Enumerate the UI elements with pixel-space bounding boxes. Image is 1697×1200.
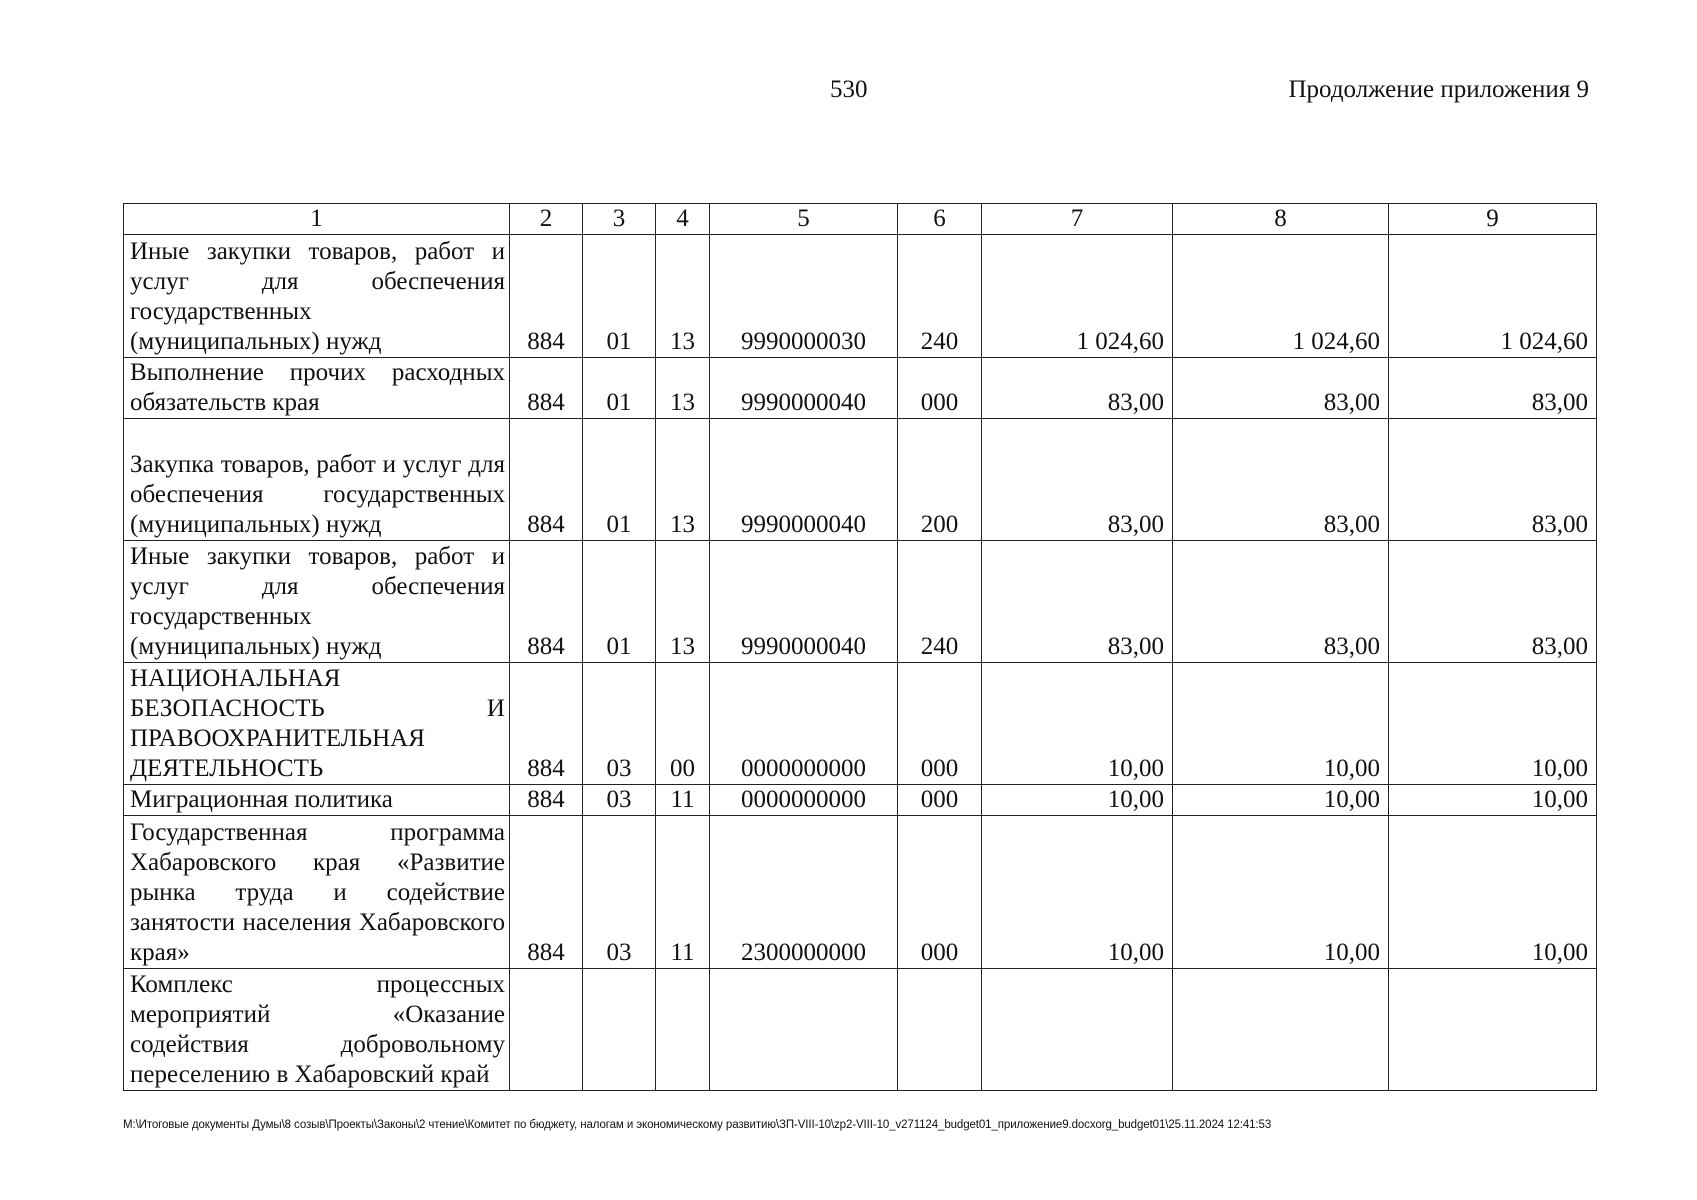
section-code: 03: [583, 663, 656, 785]
section-code: 03: [583, 785, 656, 816]
appendix-continuation-label: Продолжение приложения 9: [1288, 76, 1589, 103]
target-article-code: 0000000000: [710, 785, 898, 816]
expense-type-code: 000: [898, 358, 982, 419]
expense-type-code: 200: [898, 419, 982, 541]
column-header: 4: [656, 204, 710, 235]
column-header: 9: [1389, 204, 1597, 235]
subsection-code: 13: [656, 541, 710, 663]
expense-name: Миграционная политика: [124, 785, 510, 816]
budget-table: [123, 203, 1597, 1091]
subsection-code: 11: [656, 785, 710, 816]
expense-name: Закупка товаров, работ и услуг для обеспечения государственных (муниципальных) нужд: [124, 419, 510, 541]
column-header: 2: [510, 204, 583, 235]
footer-file-path: M:\Итоговые документы Думы\8 созыв\Проекты\Законы\2 чтение\Комитет по бюджету, налогам и экономическому развитию\ЗП-VIII-10\zp2-VIII-10_v271124_budget01_приложение9.docxorg_budget01\25.11.2024 12:41:53: [123, 1119, 1272, 1131]
subsection-code: 11: [656, 816, 710, 969]
column-header: 6: [898, 204, 982, 235]
target-article-code: 9990000030: [710, 235, 898, 358]
expense-name: Государственная программа Хабаровского края «Развитие рынка труда и содействие занятости населения Хабаровского края»: [124, 816, 510, 969]
amount-col9: 10,00: [1389, 663, 1597, 785]
amount-col7: 1 024,60: [982, 235, 1173, 358]
amount-col8: [1173, 969, 1389, 1091]
amount-col7: 83,00: [982, 419, 1173, 541]
expense-name: НАЦИОНАЛЬНАЯ БЕЗОПАСНОСТЬ И ПРАВООХРАНИТЕЛЬНАЯ ДЕЯТЕЛЬНОСТЬ: [124, 663, 510, 785]
amount-col8: 10,00: [1173, 816, 1389, 969]
table-row: [124, 663, 1597, 785]
target-article-code: 9990000040: [710, 541, 898, 663]
table-row: [124, 969, 1597, 1091]
expense-type-code: 000: [898, 663, 982, 785]
amount-col7: 10,00: [982, 785, 1173, 816]
section-code: 03: [583, 816, 656, 969]
amount-col7: 83,00: [982, 541, 1173, 663]
expense-type-code: 000: [898, 816, 982, 969]
expense-type-code: 000: [898, 785, 982, 816]
table-row: [124, 358, 1597, 419]
amount-col8: 83,00: [1173, 358, 1389, 419]
page-number: 530: [830, 76, 868, 103]
amount-col7: [982, 969, 1173, 1091]
amount-col7: 10,00: [982, 663, 1173, 785]
ministry-code: 884: [510, 235, 583, 358]
ministry-code: 884: [510, 785, 583, 816]
subsection-code: 13: [656, 419, 710, 541]
subsection-code: 13: [656, 358, 710, 419]
expense-name: Выполнение прочих расходных обязательств края: [124, 358, 510, 419]
subsection-code: 00: [656, 663, 710, 785]
amount-col8: 10,00: [1173, 785, 1389, 816]
table-row: [124, 785, 1597, 816]
amount-col9: 83,00: [1389, 419, 1597, 541]
amount-col8: 83,00: [1173, 541, 1389, 663]
ministry-code: 884: [510, 663, 583, 785]
amount-col8: 1 024,60: [1173, 235, 1389, 358]
column-header: 5: [710, 204, 898, 235]
amount-col9: 10,00: [1389, 785, 1597, 816]
section-code: 01: [583, 541, 656, 663]
column-header: 3: [583, 204, 656, 235]
ministry-code: 884: [510, 419, 583, 541]
ministry-code: 884: [510, 541, 583, 663]
column-number-row: [124, 204, 1597, 235]
section-code: 01: [583, 235, 656, 358]
ministry-code: 884: [510, 358, 583, 419]
subsection-code: [656, 969, 710, 1091]
expense-type-code: 240: [898, 541, 982, 663]
table-row: [124, 541, 1597, 663]
section-code: 01: [583, 419, 656, 541]
column-header: 1: [124, 204, 510, 235]
ministry-code: 884: [510, 816, 583, 969]
section-code: 01: [583, 358, 656, 419]
amount-col8: 83,00: [1173, 419, 1389, 541]
target-article-code: [710, 969, 898, 1091]
target-article-code: 0000000000: [710, 663, 898, 785]
target-article-code: 9990000040: [710, 419, 898, 541]
section-code: [583, 969, 656, 1091]
expense-name: Иные закупки товаров, работ и услуг для обеспечения государственных (муниципальных) нужд: [124, 541, 510, 663]
target-article-code: 2300000000: [710, 816, 898, 969]
amount-col9: 83,00: [1389, 358, 1597, 419]
table-row: [124, 419, 1597, 541]
subsection-code: 13: [656, 235, 710, 358]
table-row: [124, 816, 1597, 969]
expense-name: Комплекс процессных мероприятий «Оказание содействия добровольному переселению в Хабаровский край: [124, 969, 510, 1091]
amount-col8: 10,00: [1173, 663, 1389, 785]
expense-type-code: 240: [898, 235, 982, 358]
amount-col9: 83,00: [1389, 541, 1597, 663]
column-header: 8: [1173, 204, 1389, 235]
column-header: 7: [982, 204, 1173, 235]
amount-col7: 83,00: [982, 358, 1173, 419]
ministry-code: [510, 969, 583, 1091]
amount-col9: 1 024,60: [1389, 235, 1597, 358]
amount-col7: 10,00: [982, 816, 1173, 969]
table-row: [124, 235, 1597, 358]
amount-col9: 10,00: [1389, 816, 1597, 969]
target-article-code: 9990000040: [710, 358, 898, 419]
amount-col9: [1389, 969, 1597, 1091]
expense-name: Иные закупки товаров, работ и услуг для обеспечения государственных (муниципальных) нужд: [124, 235, 510, 358]
expense-type-code: [898, 969, 982, 1091]
